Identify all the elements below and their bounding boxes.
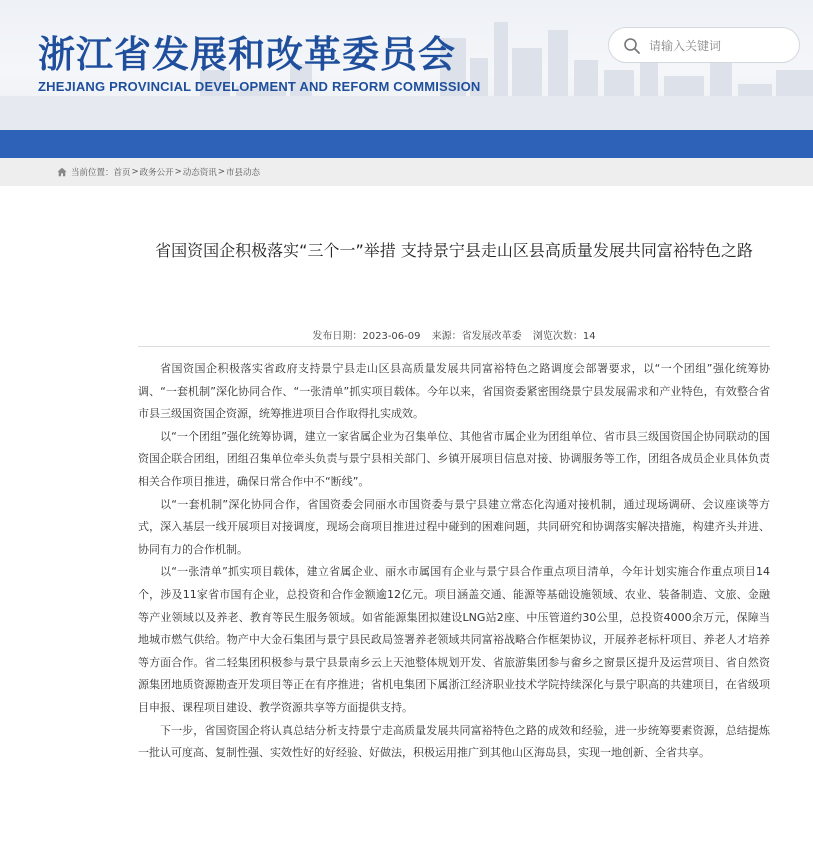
home-icon xyxy=(57,167,67,177)
article-paragraph: 以“一个团组”强化统筹协调，建立一家省属企业为召集单位、其他省市属企业为团组单位、省市县三级国资国企协同联动的国资国企联合团组，团组召集单位牵头负责与景宁县相关部门、乡镇开展项目信息对接、协调服务等工作，团组各成员企业具体负责相关合作项目推进，确保日常合作中不“断线”。 xyxy=(138,429,770,488)
site-subtitle: ZHEJIANG PROVINCIAL DEVELOPMENT AND REFORM COMMISSION xyxy=(38,79,481,94)
search-icon[interactable] xyxy=(623,37,641,55)
breadcrumb-prefix: 当前位置： xyxy=(71,168,114,178)
search-box[interactable] xyxy=(608,27,800,63)
article-source xyxy=(432,331,522,342)
meta-divider xyxy=(138,346,770,347)
breadcrumb-gov-affairs[interactable]: 政务公开 xyxy=(139,168,174,178)
breadcrumb-home[interactable]: 首页 xyxy=(113,168,131,178)
main-nav-bar xyxy=(0,130,813,158)
article-body xyxy=(138,358,770,765)
article-title: 省国资国企积极落实“三个一”举措 支持景宁县走山区县高质量发展共同富裕特色之路 xyxy=(155,241,753,260)
view-count xyxy=(533,331,596,342)
article-paragraph: 以“一套机制”深化协同合作，省国资委会同丽水市国资委与景宁县建立常态化沟通对接机制，通过现场调研、会议座谈等方式，深入基层一线开展项目对接调度，现场会商项目推进过程中碰到的困难问题，共同研究和协调落实解决措施，构建齐头并进、协同有力的合作机制。 xyxy=(138,497,770,556)
source-label: 来源： xyxy=(431,331,462,342)
source-value: 省发展改革委 xyxy=(461,331,522,342)
publish-date xyxy=(312,331,420,342)
views-label: 浏览次数： xyxy=(532,331,583,342)
publish-date-label: 发布日期： xyxy=(312,331,363,342)
breadcrumb-news[interactable]: 动态资讯 xyxy=(182,168,217,178)
breadcrumb-separator: > xyxy=(131,167,139,177)
article-paragraph: 下一步，省国资国企将认真总结分析支持景宁走高质量发展共同富裕特色之路的成效和经验，进一步统筹要素资源，总结提炼一批认可度高、复制性强、实效性好的好经验、好做法，积极运用推广到其他山区海岛县，实现一地创新、全省共享。 xyxy=(138,723,770,760)
site-title: 浙江省发展和改革委员会 xyxy=(38,33,456,76)
site-header xyxy=(0,0,813,130)
breadcrumb xyxy=(57,166,260,178)
breadcrumb-city-county[interactable]: 市县动态 xyxy=(225,168,260,178)
breadcrumb-separator: > xyxy=(174,167,182,177)
publish-date-value: 2023-06-09 xyxy=(362,331,421,342)
article-paragraph: 以“一张清单”抓实项目载体，建立省属企业、丽水市属国有企业与景宁县合作重点项目清单，今年计划实施合作重点项目14个，涉及11家省市国有企业，总投资和合作金额逾12亿元。项目涵盖交通、能源等基础设施领域、农业、装备制造、文旅、金融等产业领域以及养老、教育等民生服务领域。如省能源集团拟建设LNG站2座、中压管道约30公里，总投资4000余万元，保障当地城市燃气供给。物产中大金石集团与景宁县民政局签署养老领域共同富裕战略合作框架协议，开展养老标杆项目、养老人才培养等方面合作。省二轻集团积极参与景宁县景南乡云上天池整体规划开发、省旅游集团参与畲乡之窗景区提升及运营项目、省自然资源集团地质资源勘查开发项目等正在有序推进；省机电集团下属浙江经济职业技术学院持续深化与景宁职高的共建项目，在省级项目申报、课程项目建设、教学资源共享等方面提供支持。 xyxy=(138,565,770,714)
breadcrumb-bar xyxy=(0,158,813,186)
search-input[interactable] xyxy=(647,34,791,58)
article-meta xyxy=(138,327,770,342)
article-paragraph: 省国资国企积极落实省政府支持景宁县走山区县高质量发展共同富裕特色之路调度会部署要求，以“一个团组”强化统筹协调、“一套机制”深化协同合作、“一张清单”抓实项目载体。今年以来，省国资委紧密围绕景宁县发展需求和产业特色，有效整合省市县三级国资国企资源，统筹推进项目合作取得扎实成效。 xyxy=(138,362,770,421)
breadcrumb-separator: > xyxy=(217,167,225,177)
views-value: 14 xyxy=(582,331,596,342)
